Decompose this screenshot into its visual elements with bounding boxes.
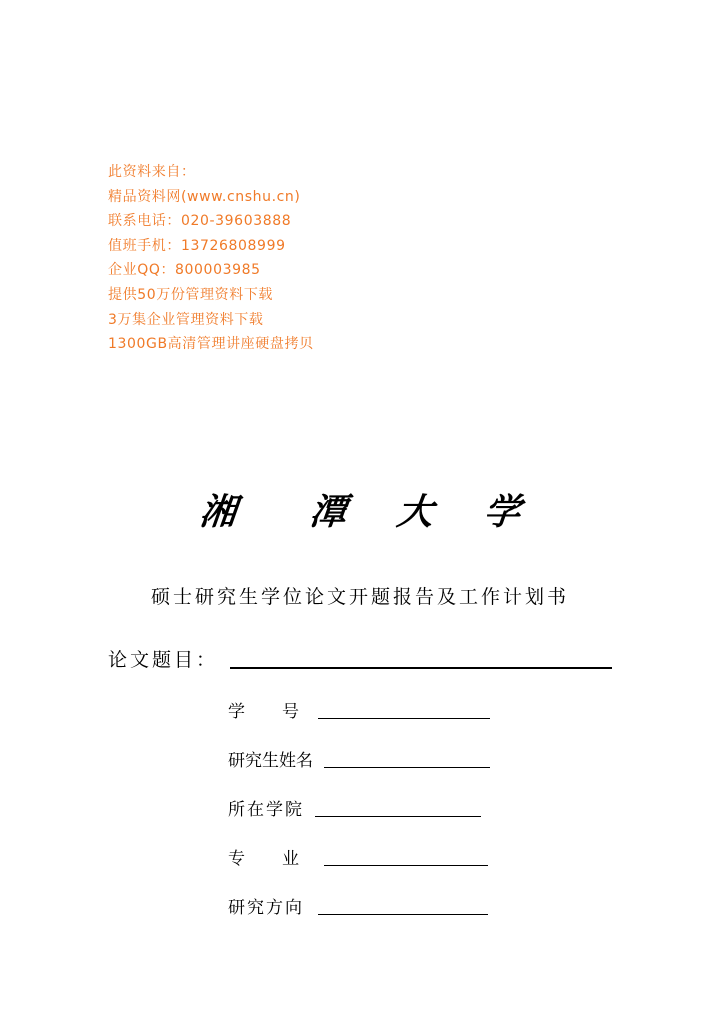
promo-line: 1300GB高清管理讲座硬盘拷贝 [108, 336, 314, 353]
research-direction-blank [318, 914, 488, 915]
university-name [0, 484, 720, 540]
student-name-label: 研究生姓名 [228, 751, 313, 771]
college-blank [315, 816, 481, 817]
college-label: 所在学院 [228, 800, 304, 820]
university-char: 湘 [197, 491, 239, 533]
research-direction-field [228, 895, 490, 921]
student-id-blank [318, 718, 490, 719]
promo-line: 3万集企业管理资料下载 [108, 311, 264, 328]
research-direction-label: 研究方向 [228, 898, 304, 918]
report-title: 硕士研究生学位论文开题报告及工作计划书 [150, 586, 569, 608]
university-char: 潭 [307, 491, 349, 533]
student-name-blank [324, 767, 490, 768]
promo-line: 值班手机：13726808999 [108, 237, 286, 254]
major-field [228, 846, 490, 872]
thesis-title-blank [230, 667, 612, 669]
thesis-title-row [108, 645, 612, 675]
promo-line: 此资料来自： [108, 164, 196, 180]
major-label: 专 业 [228, 849, 300, 869]
student-id-label: 学 号 [228, 702, 300, 722]
college-field [228, 797, 490, 823]
promo-line: 精品资料网(www.cnshu.cn) [108, 188, 301, 205]
promo-line: 企业QQ：800003985 [108, 262, 261, 279]
promo-notice [108, 160, 314, 357]
student-name-field [228, 748, 490, 774]
thesis-title-label: 论文题目： [108, 649, 219, 671]
promo-line: 联系电话：020-39603888 [108, 213, 292, 230]
student-id-field [228, 699, 490, 725]
university-char: 大 [394, 491, 436, 533]
major-blank [324, 865, 488, 866]
university-char: 学 [481, 491, 523, 533]
promo-line: 提供50万份管理资料下载 [108, 286, 274, 303]
